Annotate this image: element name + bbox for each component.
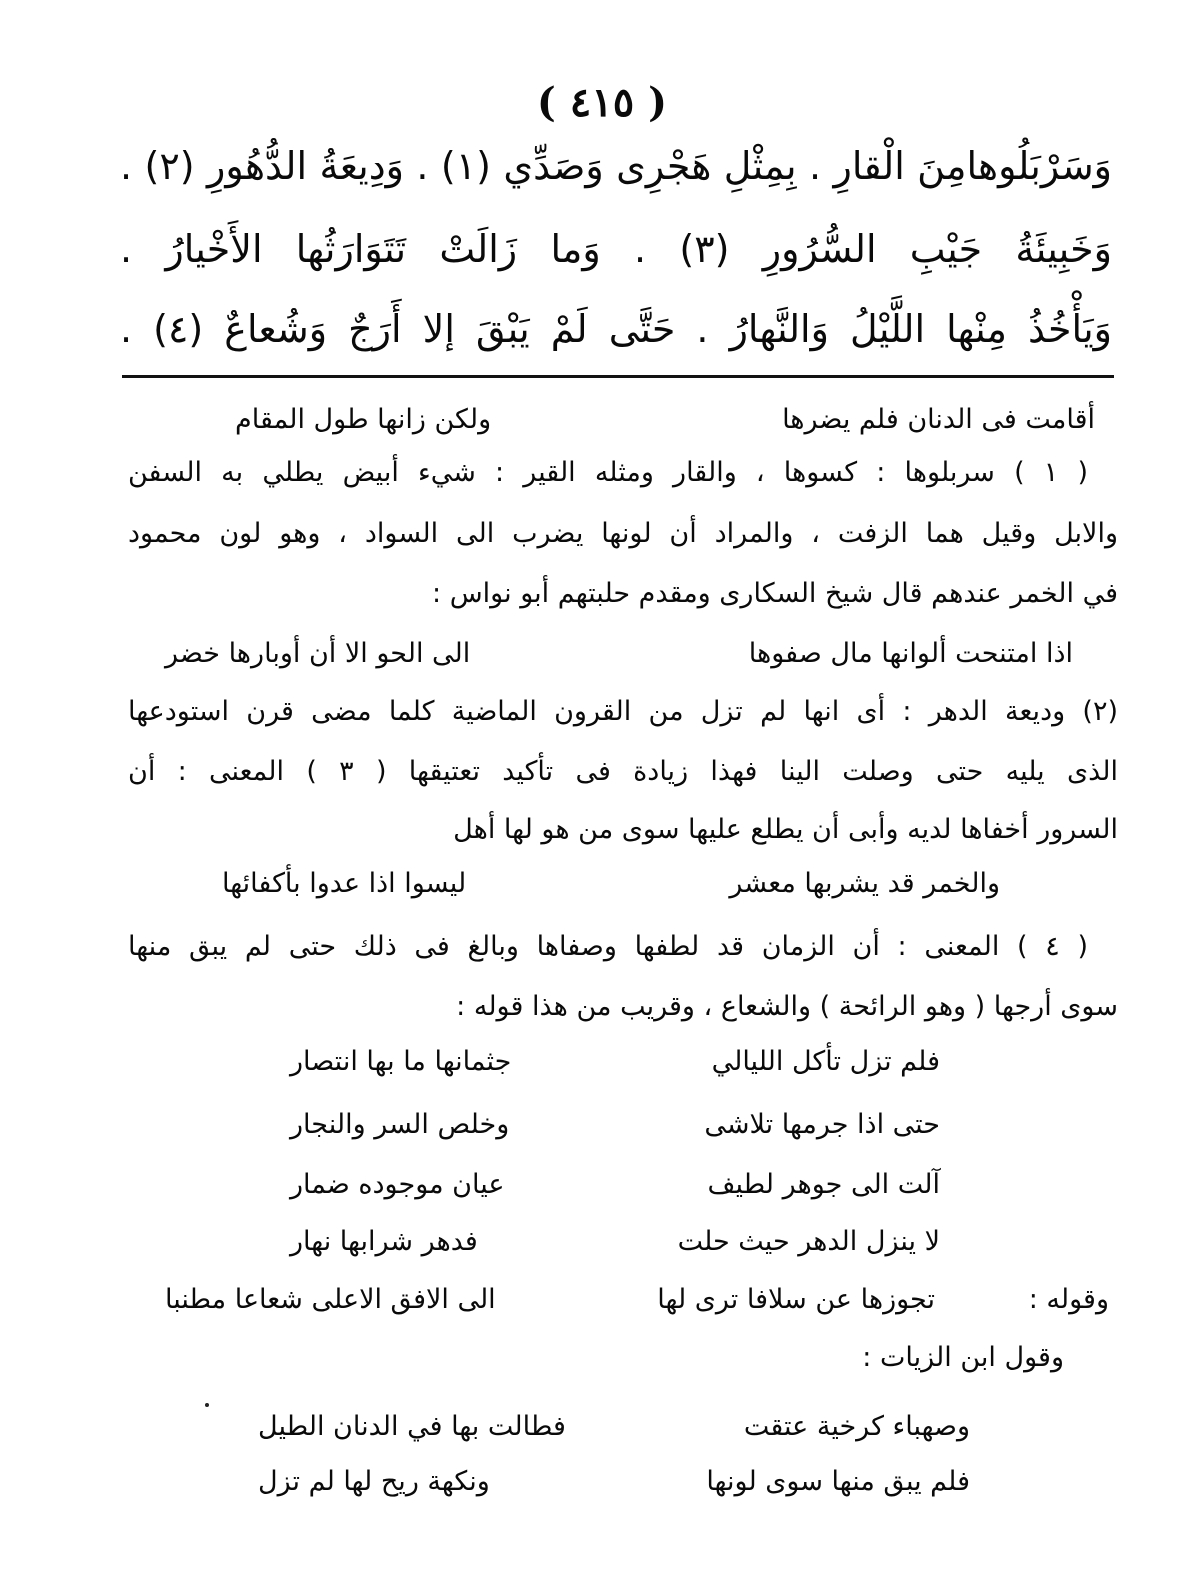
note-2-line-2: الذى يليه حتى وصلت الينا فهذا زيادة فى تأكيد تعتيقها ( ٣ ) المعنى : أن xyxy=(128,756,1118,787)
verse-3-hemistich-left: ليسوا اذا عدوا بأكفائها xyxy=(222,868,467,899)
verse-4-4-left: فدهر شرابها نهار xyxy=(290,1226,478,1257)
footnote-divider xyxy=(122,375,1114,378)
note-1-line-1: ( ١ ) سربلوها : كسوها ، والقار ومثله القير : شيء أبيض يطلي به السفن xyxy=(128,457,1088,488)
verse-2-hemistich-right: اذا امتنحت ألوانها مال صفوها xyxy=(748,638,1073,669)
note-1-line-2: والابل وقيل هما الزفت ، والمراد أن لونها يضرب الى السواد ، وهو لون محمود xyxy=(128,518,1118,549)
main-line-2: وَخَبِيئَةُ جَيْبِ السُّرُورِ (٣) . وَما زَالَتْ تَتَوَارَثُها الأَخْيارُ . xyxy=(120,227,1112,271)
main-line-3: وَيَأْخُذُ مِنْها اللَّيْلُ وَالنَّهارُ . حَتَّى لَمْ يَبْقَ إلا أَرَجٌ وَشُعاعٌ (٤) . xyxy=(120,307,1112,351)
verse-6-1-right: وصهباء كرخية عتقت xyxy=(743,1411,970,1442)
verse-4-3-left: عيان موجوده ضمار xyxy=(290,1169,505,1200)
verse-5-hemistich-right: تجوزها عن سلافا ترى لها xyxy=(657,1284,935,1315)
verse-6-2-left: ونكهة ريح لها لم تزل xyxy=(258,1466,490,1497)
verse-3-hemistich-right: والخمر قد يشربها معشر xyxy=(729,868,1000,899)
note-1-line-3: في الخمر عندهم قال شيخ السكارى ومقدم حلبتهم أبو نواس : xyxy=(432,578,1118,609)
note-4-line-2: سوى أرجها ( وهو الرائحة ) والشعاع ، وقريب من هذا قوله : xyxy=(456,991,1118,1022)
verse-2-hemistich-left: الى الحو الا أن أوبارها خضر xyxy=(165,638,471,669)
page-number: ( ٤١٥ ) xyxy=(536,79,668,126)
verse-4-3-right: آلت الى جوهر لطيف xyxy=(707,1169,940,1200)
note-2-line-1: (٢) وديعة الدهر : أى انها لم تزل من القرون الماضية كلما مضى قرن استودعها xyxy=(128,696,1118,727)
main-line-1: وَسَرْبَلُوهامِنَ الْقارِ . بِمِثْلِ هَجْرِى وَصَدِّي (١) . وَدِيعَةُ الدُّهُورِ (٢) . xyxy=(120,144,1113,188)
verse-4-1-right: فلم تزل تأكل الليالي xyxy=(711,1046,940,1077)
verse-1-hemistich-right: أقامت فى الدنان فلم يضرها xyxy=(782,404,1095,435)
verse-6-2-right: فلم يبق منها سوى لونها xyxy=(706,1466,970,1497)
ibn-zayyat-label: وقول ابن الزيات : xyxy=(862,1342,1064,1373)
ink-speck xyxy=(205,1403,209,1407)
verse-4-2-right: حتى اذا جرمها تلاشى xyxy=(704,1109,940,1140)
note-3-line-1: السرور أخفاها لديه وأبى أن يطلع عليها سوى من هو لها أهل xyxy=(453,814,1118,845)
verse-4-1-left: جثمانها ما بها انتصار xyxy=(290,1046,512,1077)
verse-6-1-left: فطالت بها في الدنان الطيل xyxy=(258,1411,566,1442)
verse-4-4-right: لا ينزل الدهر حيث حلت xyxy=(677,1226,940,1257)
verse-5-hemistich-left: الى الافق الاعلى شعاعا مطنبا xyxy=(165,1284,496,1315)
qawluh-label: وقوله : xyxy=(1028,1284,1109,1315)
verse-4-2-left: وخلص السر والنجار xyxy=(290,1109,510,1140)
note-4-line-1: ( ٤ ) المعنى : أن الزمان قد لطفها وصفاها وبالغ فى ذلك حتى لم يبق منها xyxy=(128,931,1088,962)
verse-1-hemistich-left: ولكن زانها طول المقام xyxy=(235,404,492,435)
